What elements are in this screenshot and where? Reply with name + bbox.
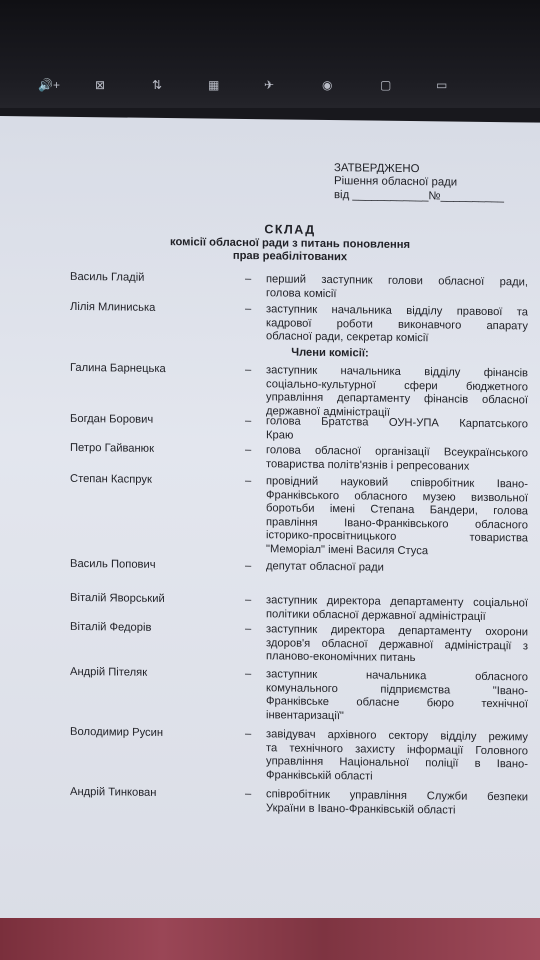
member-name: Василь Гладій (70, 270, 145, 284)
volume-up-icon: 🔊+ (38, 78, 60, 92)
member-description-line: комунального підприємства "Івано- (266, 681, 528, 698)
display-off-icon: ▦ (208, 78, 220, 92)
member-description-line: Краю (266, 428, 294, 442)
brightness-down-icon: ◉ (322, 78, 333, 92)
member-description-line: депутат обласної ради (266, 560, 384, 574)
member-dash: – (245, 559, 252, 573)
member-description-line: заступник начальника відділу правової та (266, 303, 528, 319)
member-description (266, 788, 528, 818)
member-dash: – (245, 787, 252, 801)
member-description (266, 364, 528, 422)
close-box-icon: ⊠ (95, 78, 106, 92)
member-description-line: заступник начальника відділу фінансів (266, 364, 528, 380)
member-name: Андрій Тинкован (70, 785, 157, 799)
member-description-line: голова обласної організації Всеукраїнського (266, 444, 528, 460)
member-description-line: голова комісії (266, 286, 337, 300)
member-description-line: товариства політв'язнів і репресованих (266, 457, 470, 473)
member-name: Василь Попович (70, 557, 156, 571)
document-subtitle-line1: комісії обласної ради з питань поновлення (170, 236, 410, 252)
members-heading: Члени комісії: (291, 346, 369, 360)
member-description-line: та технічного захисту інформації Головного (266, 741, 528, 758)
member-description-line: голова Братства ОУН-УПА Карпатського (266, 415, 528, 431)
member-description-line: управління Національної поліції в Івано- (266, 755, 528, 771)
touchpad-off-icon: ▢ (380, 78, 392, 92)
member-name: Віталій Яворський (70, 591, 165, 606)
member-description (266, 623, 528, 667)
approval-block (334, 162, 504, 204)
member-name: Володимир Русин (70, 725, 164, 739)
member-description-line: перший заступник голови обласної ради, (266, 273, 528, 289)
member-dash: – (245, 593, 252, 607)
member-description-line: заступник директора департаменту охорони (266, 623, 528, 639)
approval-title: ЗАТВЕРДЖЕНО (334, 162, 420, 176)
member-dash: – (245, 667, 252, 681)
member-description (266, 668, 528, 726)
member-description (266, 475, 528, 560)
member-description-line: заступник директора департаменту соціальної (266, 594, 528, 610)
member-description (266, 415, 528, 445)
member-description-line: обласної ради, секретар комісії (266, 330, 429, 345)
member-dash: – (245, 272, 252, 286)
member-description-line: соціально-культурної сфери бюджетного (266, 377, 528, 394)
document-title: СКЛАД (264, 222, 316, 237)
member-description-line: заступник начальника обласного (266, 668, 528, 684)
sync-icon: ⇅ (152, 78, 163, 92)
document-page (0, 116, 540, 943)
member-description-line: інвентаризації" (266, 709, 344, 722)
member-name: Лілія Млиниська (70, 300, 156, 314)
member-name: Галина Барнецька (70, 361, 166, 376)
member-description (266, 273, 528, 303)
member-description-line: співробітник управління Служби безпеки (266, 788, 528, 804)
member-description-line: кадрової роботи виконавчого апарату (266, 316, 528, 333)
member-description-line: завідувач архівного сектору відділу режиму (266, 728, 528, 744)
member-dash: – (245, 727, 252, 741)
laptop-keyboard-background (0, 0, 540, 130)
member-description (266, 303, 528, 347)
member-description-line: Франківське обласне бюро технічної (266, 695, 528, 711)
member-description (266, 444, 528, 474)
member-description-line: державної адміністрації (266, 405, 390, 419)
member-name: Степан Каспрук (70, 472, 152, 486)
member-description-line: України в Івано-Франківській області (266, 801, 456, 817)
member-dash: – (245, 474, 252, 488)
member-description-line: планово-економічних питань (266, 650, 416, 665)
member-description (266, 560, 528, 577)
member-description-line: історико-просвітницького товариства (266, 529, 528, 545)
member-dash: – (245, 363, 252, 377)
approval-decision: Рішення обласної ради (334, 175, 458, 189)
member-dash: – (245, 622, 252, 636)
member-description-line: здоров'я обласної державної адміністрації з (266, 636, 528, 653)
window-icon: ▭ (436, 78, 448, 92)
airplane-icon: ✈ (264, 78, 275, 92)
member-description-line: боротьби імені Степана Бандери, голова (266, 502, 528, 518)
member-description-line: Франківській області (266, 769, 373, 783)
member-description (266, 594, 528, 624)
document-subtitle-line2: прав реабілітованих (232, 249, 348, 264)
member-dash: – (245, 414, 252, 428)
member-description-line: "Меморіал" імені Василя Стуса (266, 543, 429, 558)
member-name: Віталій Федорів (70, 620, 152, 634)
member-description-line: політики обласної державної адміністрації (266, 607, 486, 623)
member-description-line: управління департаменту фінансів обласної (266, 391, 528, 407)
member-name: Андрій Пітеляк (70, 665, 148, 679)
member-name: Богдан Борович (70, 412, 154, 426)
member-description-line: правління Івано-Франківського обласного (266, 516, 528, 532)
member-dash: – (245, 443, 252, 457)
member-description-line: провідний науковий співробітник Івано- (266, 475, 528, 491)
member-dash: – (245, 302, 252, 316)
member-description-line: Франківського обласного музею визвольної (266, 488, 528, 505)
member-name: Петро Гайванюк (70, 441, 154, 455)
approval-date-number: від ____________№__________ (334, 188, 504, 203)
member-description (266, 728, 528, 786)
tablecloth-background (0, 918, 540, 960)
